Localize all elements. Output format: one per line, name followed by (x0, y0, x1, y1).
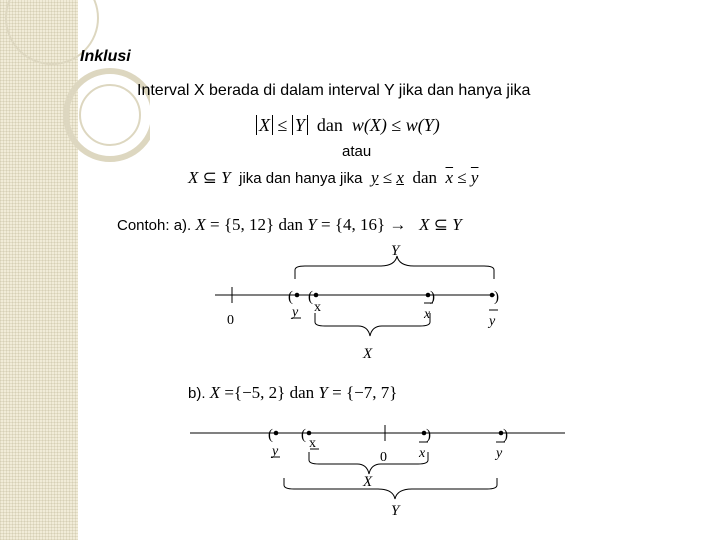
dan-word-2: dan (412, 168, 438, 187)
example-b-dan: dan (289, 383, 315, 402)
example-a-dan: dan (278, 215, 303, 234)
point-lower-x-b (307, 431, 312, 436)
subset-symbol: ⊆ (202, 168, 217, 187)
bracket-close-x-a: ) (430, 289, 435, 305)
example-a-label: Contoh: a). (117, 217, 192, 234)
example-b-eq: = (224, 383, 234, 402)
bracket-close-x-b: ) (426, 427, 431, 443)
x-tag-b: x (309, 436, 316, 451)
abs-x: X (259, 115, 270, 135)
point-lower-y-a (295, 293, 300, 298)
bracket-open-y-a: ( (288, 289, 293, 305)
zero-label-b: 0 (380, 450, 387, 465)
lower-y: y (371, 168, 379, 187)
leq-b: ≤ (457, 168, 467, 187)
upper-y: $\overline{y}$ (470, 168, 479, 187)
slide-title: Inklusi (80, 48, 131, 65)
width-y: w(Y) (405, 115, 440, 135)
lower-y-label-a: y (292, 305, 299, 320)
point-lower-x-a (314, 293, 319, 298)
example-b-x: X (209, 383, 221, 402)
lower-y-label-b: y (272, 444, 279, 459)
diagram-a (215, 256, 498, 336)
inclusion-statement: Interval X berada di dalam interval Y jika dan hanya jika (137, 82, 531, 99)
diagram-b-marks (268, 427, 508, 519)
upper-y-label-a: y (489, 314, 496, 329)
example-a-conclusion-x: X (419, 215, 430, 234)
upper-x: $\overline{x}$ (445, 168, 454, 187)
upper-y-label-b: y (496, 446, 503, 461)
subset-x: X (188, 168, 199, 187)
point-lower-y-b (274, 431, 279, 436)
leq-a: ≤ (382, 168, 393, 187)
example-a-eq-2: = (320, 215, 331, 234)
bracket-open-x-a: ( (308, 289, 313, 305)
iff-phrase: jika dan hanya jika (239, 170, 363, 187)
label-y-a: Y (391, 243, 400, 259)
brace-y-a (295, 256, 494, 279)
label-y-b: Y (391, 503, 400, 519)
width-x: w(X) (351, 115, 387, 135)
example-a-x-set: {5, 12} (223, 215, 275, 234)
dan-word: dan (316, 115, 343, 135)
bracket-open-x-b: ( (301, 427, 306, 443)
abs-y: Y (294, 115, 305, 135)
example-a-conclusion-y: Y (452, 215, 462, 234)
example-b-label: b). (188, 385, 206, 402)
atau-word: atau (342, 143, 372, 160)
zero-label-a: 0 (227, 313, 234, 328)
brace-x-b (309, 452, 428, 474)
label-x-b: X (363, 474, 373, 490)
example-b-eq-2: = (332, 383, 342, 402)
upper-x-label-b: x (419, 446, 426, 461)
diagram-a-marks (227, 243, 499, 362)
brace-y-b (284, 478, 497, 499)
leq-symbol: ≤ (277, 115, 288, 135)
bracket-open-y-b: ( (268, 427, 273, 443)
label-x-a: X (363, 346, 373, 362)
example-b-x-set: {−5, 2} (233, 383, 286, 402)
upper-x-label-a: x (424, 307, 431, 322)
example-a-x: X (195, 215, 206, 234)
bracket-close-y-b: ) (503, 427, 508, 443)
example-a-y-set: {4, 16} (334, 215, 386, 234)
lower-x: x (396, 168, 404, 187)
bracket-close-y-a: ) (494, 289, 499, 305)
diagram-b (190, 425, 565, 499)
example-b-y: Y (318, 383, 328, 402)
example-a-arrow: → (389, 215, 407, 234)
brace-x-a (315, 313, 430, 336)
example-a-y: Y (307, 215, 317, 234)
leq-symbol-2: ≤ (391, 115, 402, 135)
example-a-conclusion-subset: ⊆ (433, 215, 449, 234)
example-b-y-set: {−7, 7} (345, 383, 398, 402)
example-a-eq: = (210, 215, 220, 234)
x-tag-a: x (314, 300, 321, 315)
subset-y: Y (221, 168, 231, 187)
